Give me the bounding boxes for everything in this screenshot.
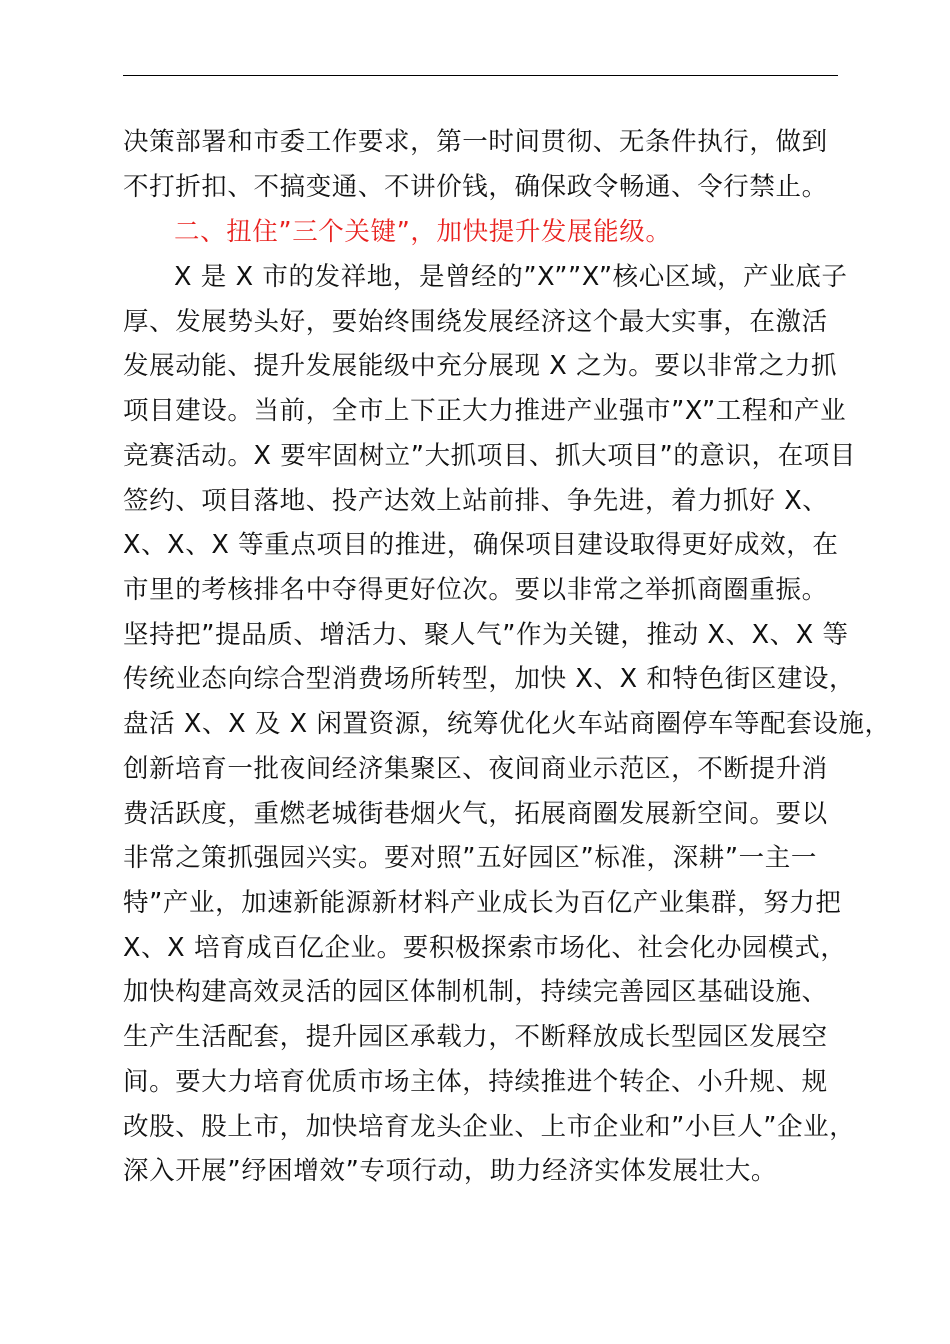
paragraph-line: 传统业态向综合型消费场所转型，加快 X、X 和特色街区建设，	[123, 664, 856, 694]
paragraph-line: 坚持把”提品质、增活力、聚人气”作为关键，推动 X、X、X 等	[123, 620, 849, 650]
paragraph-line: 市里的考核排名中夺得更好位次。要以非常之举抓商圈重振。	[123, 575, 828, 605]
paragraph-line: 改股、股上市，加快培育龙头企业、上市企业和”小巨人”企业，	[123, 1112, 856, 1142]
paragraph-line: 不打折扣、不搞变通、不讲价钱，确保政令畅通、令行禁止。	[123, 172, 828, 202]
paragraph-line: X、X 培育成百亿企业。要积极探索市场化、社会化办园模式，	[123, 933, 847, 963]
paragraph-line: 发展动能、提升发展能级中充分展现 X 之为。要以非常之力抓	[123, 351, 838, 381]
paragraph-line: X、X、X 等重点项目的推进，确保项目建设取得更好成效，在	[123, 530, 839, 560]
header-rule	[123, 75, 838, 76]
paragraph-line: X 是 X 市的发祥地，是曾经的”X””X”核心区域，产业底子	[174, 262, 848, 292]
paragraph-line: 费活跃度，重燃老城街巷烟火气，拓展商圈发展新空间。要以	[123, 799, 828, 829]
paragraph-line: 厚、发展势头好，要始终围绕发展经济这个最大实事，在激活	[123, 307, 828, 337]
paragraph-line: 创新培育一批夜间经济集聚区、夜间商业示范区，不断提升消	[123, 754, 828, 784]
paragraph-line: 签约、项目落地、投产达效上站前排、争先进，着力抓好 X、	[123, 486, 829, 516]
paragraph-line: 项目建设。当前，全市上下正大力推进产业强市”X”工程和产业	[123, 396, 847, 426]
paragraph-line: 盘活 X、X 及 X 闲置资源，统筹优化火车站商圈停车等配套设施，	[123, 709, 891, 739]
paragraph-line: 决策部署和市委工作要求，第一时间贯彻、无条件执行，做到	[123, 127, 828, 157]
paragraph-line: 加快构建高效灵活的园区体制机制，持续完善园区基础设施、	[123, 977, 828, 1007]
paragraph-line: 特”产业，加速新能源新材料产业成长为百亿产业集群，努力把	[123, 888, 842, 918]
paragraph-line: 竞赛活动。X 要牢固树立”大抓项目、抓大项目”的意识，在项目	[123, 441, 856, 471]
paragraph-line: 间。要大力培育优质市场主体，持续推进个转企、小升规、规	[123, 1067, 828, 1097]
paragraph-line: 深入开展”纾困增效”专项行动，助力经济实体发展壮大。	[123, 1156, 778, 1186]
section-heading: 二、扭住”三个关键”，加快提升发展能级。	[174, 217, 672, 247]
paragraph-line: 非常之策抓强园兴实。要对照”五好园区”标准，深耕”一主一	[123, 843, 817, 873]
paragraph-line: 生产生活配套，提升园区承载力，不断释放成长型园区发展空	[123, 1022, 828, 1052]
